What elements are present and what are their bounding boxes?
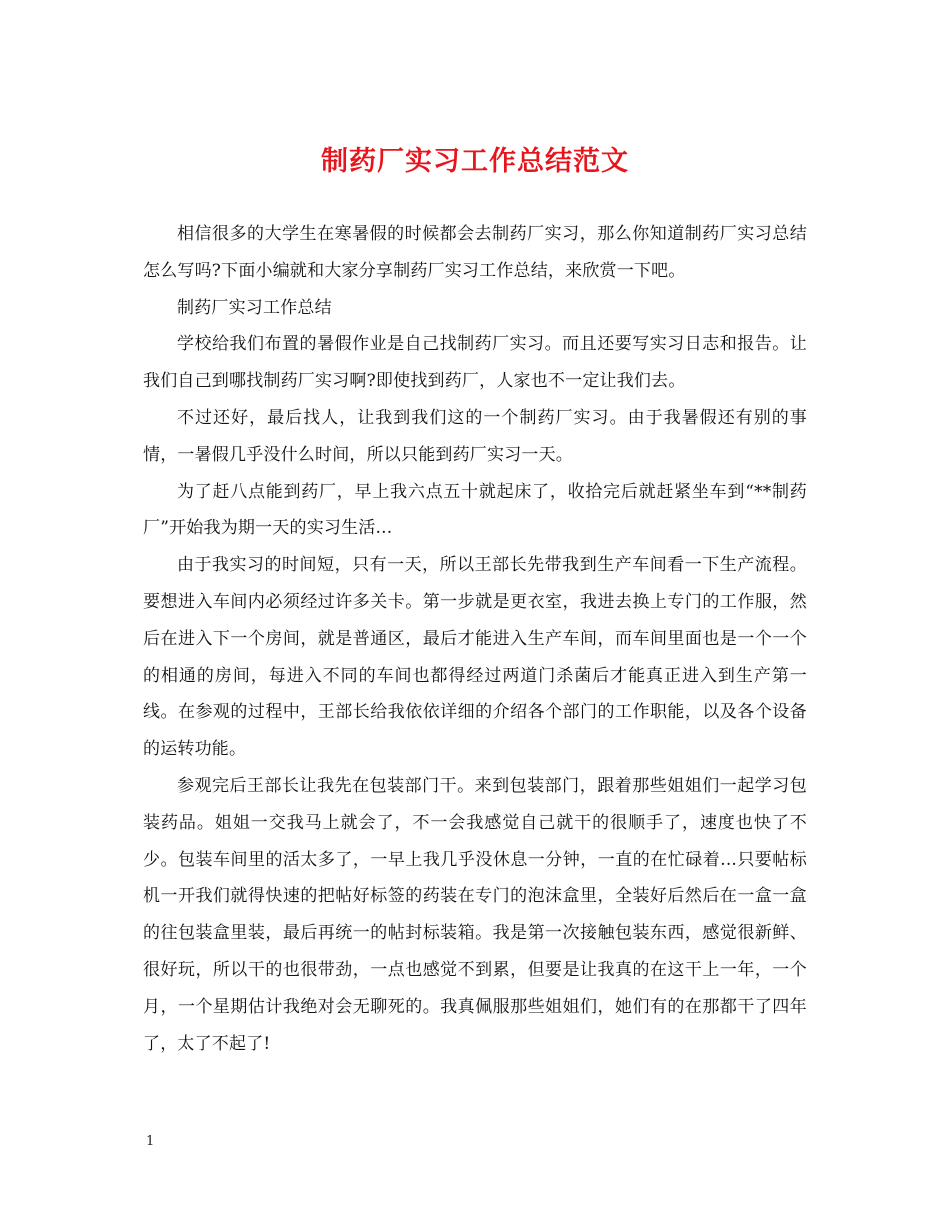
body-paragraph: 不过还好，最后找人，让我到我们这的一个制药厂实习。由于我暑假还有别的事情，一暑假几乎没什么时间，所以只能到药厂实习一天。 (143, 407, 807, 465)
page-number: 1 (146, 1134, 155, 1149)
body-paragraph: 参观完后王部长让我先在包装部门干。来到包装部门，跟着那些姐姐们一起学习包装药品。姐姐一交我马上就会了，不一会我感觉自己就干的很顺手了，速度也快了不少。包装车间里的活太多了，一早上我几乎没休息一分钟，一直的在忙碌着...只要帖标机一开我们就得快速的把帖好标签的药装在专门的泡沫盒里，全装好后然后在一盒一盒的往包装盒里装，最后再统一的帖封标装箱。我是第一次接触包装东西，感觉很新鲜、很好玩，所以干的也很带劲，一点也感觉不到累，但要是让我真的在这干上一年，一个月，一个星期估计我绝对会无聊死的。我真佩服那些姐姐们，她们有的在那都干了四年了，太了不起了! (143, 775, 807, 1054)
section-heading: 制药厂实习工作总结 (177, 297, 332, 318)
document-body (143, 216, 807, 1062)
body-paragraph: 由于我实习的时间短，只有一天，所以王部长先带我到生产车间看一下生产流程。要想进入车间内必须经过许多关卡。第一步就是更衣室，我进去换上专门的工作服，然后在进入下一个房间，就是普通区，最后才能进入生产车间，而车间里面也是一个一个的相通的房间，每进入不同的车间也都得经过两道门杀菌后才能真正进入到生产第一线。在参观的过程中，王部长给我依依详细的介绍各个部门的工作职能，以及各个设备的运转功能。 (143, 555, 807, 760)
document-title: 制药厂实习工作总结范文 (321, 146, 629, 177)
body-paragraph: 学校给我们布置的暑假作业是自己找制药厂实习。而且还要写实习日志和报告。让我们自己到哪找制药厂实习啊?即使找到药厂，人家也不一定让我们去。 (143, 334, 807, 392)
intro-paragraph: 相信很多的大学生在寒暑假的时候都会去制药厂实习，那么你知道制药厂实习总结怎么写吗?下面小编就和大家分享制药厂实习工作总结，来欣赏一下吧。 (143, 224, 807, 281)
body-paragraph: 为了赶八点能到药厂，早上我六点五十就起床了，收拾完后就赶紧坐车到“**制药厂”开始我为期一天的实习生活... (143, 481, 807, 539)
